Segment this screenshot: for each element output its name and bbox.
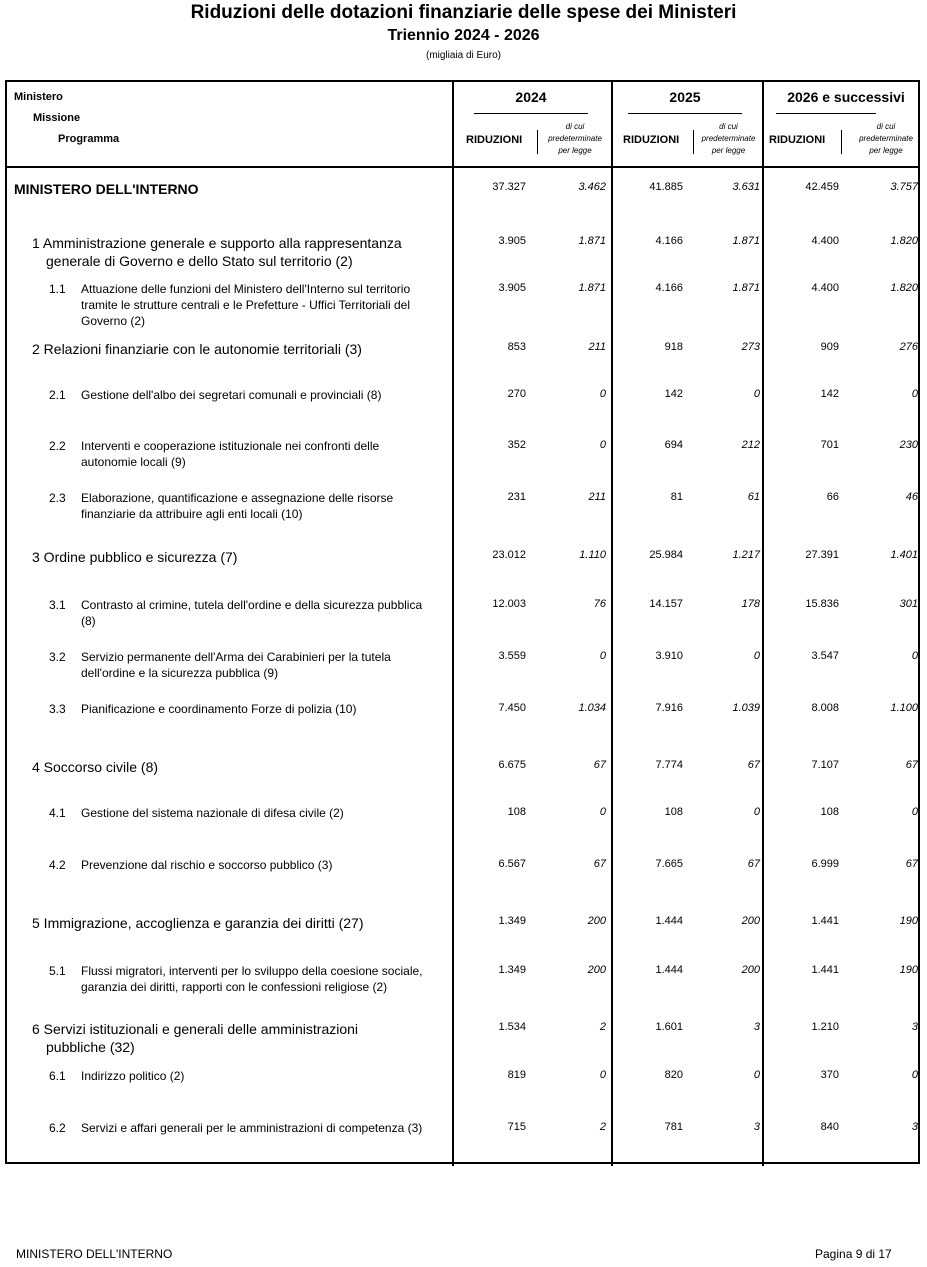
unit-note: (migliaia di Euro) (425, 50, 502, 61)
year-header-2025: 2025 (669, 89, 701, 105)
value-riduzioni: 37.327 (492, 181, 526, 193)
row-label (81, 281, 440, 329)
value-riduzioni: 41.885 (649, 181, 683, 193)
value-predeterminate: 230 (899, 439, 918, 451)
value-riduzioni: 81 (670, 491, 683, 503)
subcolumn-separator (841, 130, 842, 154)
row-label-line: Interventi e cooperazione istituzionale nei confronti delle (81, 439, 380, 453)
value-predeterminate: 190 (899, 915, 918, 927)
riduzioni-header: RIDUZIONI (466, 134, 523, 146)
header-ministero: Ministero (14, 91, 63, 103)
value-riduzioni: 4.166 (655, 282, 683, 294)
value-predeterminate: 190 (899, 964, 918, 976)
value-riduzioni: 108 (820, 806, 839, 818)
value-predeterminate: 0 (753, 650, 760, 662)
row-label-line: 6 Servizi istituzionali e generali delle amministrazioni (32, 1021, 359, 1037)
row-label-line: Prevenzione dal rischio e soccorso pubblico (3) (81, 858, 333, 872)
row-label-line: 5 Immigrazione, accoglienza e garanzia dei diritti (27) (32, 915, 364, 931)
value-predeterminate: 1.401 (890, 549, 918, 561)
value-predeterminate: 0 (753, 1069, 760, 1081)
row-label-line: finanziarie da attribuire agli enti locali (10) (81, 507, 303, 521)
value-predeterminate: 3 (753, 1021, 760, 1033)
riduzioni-header: RIDUZIONI (623, 134, 680, 146)
row-label-line: pubbliche (32) (46, 1039, 135, 1055)
program-number: 3.3 (49, 702, 66, 716)
value-riduzioni: 3.910 (655, 650, 683, 662)
page-subtitle: Triennio 2024 - 2026 (387, 27, 540, 44)
row-label-line: Attuazione delle funzioni del Ministero dell'Interno sul territorio (81, 282, 411, 296)
value-predeterminate: 1.217 (732, 549, 760, 561)
column-divider (611, 80, 613, 1166)
value-riduzioni: 1.349 (498, 964, 526, 976)
value-predeterminate: 178 (741, 598, 760, 610)
subcolumn-separator (693, 130, 694, 154)
column-divider (762, 80, 764, 1166)
value-predeterminate: 200 (741, 915, 760, 927)
value-predeterminate: 67 (747, 759, 760, 771)
row-label-line: Gestione del sistema nazionale di difesa civile (2) (81, 806, 344, 820)
value-predeterminate: 67 (747, 858, 760, 870)
row-label-line: Elaborazione, quantificazione e assegnazione delle risorse (81, 491, 394, 505)
value-riduzioni: 4.400 (811, 235, 839, 247)
value-riduzioni: 27.391 (805, 549, 839, 561)
value-riduzioni: 25.984 (649, 549, 683, 561)
program-number: 6.2 (49, 1121, 66, 1135)
value-riduzioni: 1.210 (811, 1021, 839, 1033)
value-predeterminate: 211 (588, 341, 606, 353)
row-label-line: 2 Relazioni finanziarie con le autonomie territoriali (3) (32, 341, 362, 357)
value-riduzioni: 909 (820, 341, 839, 353)
row-label (81, 805, 440, 821)
row-label-line: 1 Amministrazione generale e supporto alla rappresentanza (32, 235, 402, 251)
row-label-line: MINISTERO DELL'INTERNO (14, 181, 199, 197)
value-riduzioni: 3.905 (498, 235, 526, 247)
value-predeterminate: 200 (741, 964, 760, 976)
dicui-header: di cui predeterminate per legge (859, 122, 913, 155)
value-riduzioni: 142 (664, 388, 683, 400)
value-riduzioni: 1.601 (655, 1021, 683, 1033)
value-riduzioni: 3.905 (498, 282, 526, 294)
value-predeterminate: 1.871 (578, 282, 606, 294)
subcolumn-separator (537, 130, 538, 154)
row-label (81, 701, 440, 717)
value-riduzioni: 108 (507, 806, 526, 818)
value-predeterminate: 1.820 (890, 235, 918, 247)
value-predeterminate: 1.871 (578, 235, 606, 247)
year-rule (776, 113, 876, 114)
value-riduzioni: 12.003 (492, 598, 526, 610)
value-riduzioni: 352 (507, 439, 526, 451)
row-label-line: dell'ordine e la sicurezza pubblica (9) (81, 666, 279, 680)
row-label (81, 490, 440, 522)
year-header-2024: 2024 (515, 89, 547, 105)
header-divider (5, 166, 920, 168)
value-predeterminate: 3 (911, 1121, 918, 1133)
value-predeterminate: 76 (593, 598, 606, 610)
value-predeterminate: 211 (588, 491, 606, 503)
value-riduzioni: 1.441 (811, 964, 839, 976)
value-predeterminate: 0 (599, 439, 606, 451)
value-predeterminate: 200 (587, 915, 606, 927)
row-label-line: garanzia dei diritti, rapporti con le confessioni religiose (2) (81, 980, 388, 994)
row-label-line: Servizio permanente dell'Arma dei Carabinieri per la tutela (81, 650, 391, 664)
value-predeterminate: 1.034 (578, 702, 606, 714)
value-riduzioni: 142 (820, 388, 839, 400)
value-riduzioni: 3.547 (811, 650, 839, 662)
program-number: 3.2 (49, 650, 66, 664)
program-number: 2.1 (49, 388, 66, 402)
value-predeterminate: 200 (587, 964, 606, 976)
row-label-line: autonomie locali (9) (81, 455, 186, 469)
value-riduzioni: 853 (507, 341, 526, 353)
column-divider (452, 80, 454, 1166)
value-predeterminate: 67 (905, 858, 918, 870)
value-predeterminate: 3.757 (890, 181, 918, 193)
row-label-line: Flussi migratori, interventi per lo sviluppo della coesione sociale, (81, 964, 423, 978)
value-riduzioni: 819 (507, 1069, 526, 1081)
value-predeterminate: 61 (747, 491, 760, 503)
row-label-line: 3 Ordine pubblico e sicurezza (7) (32, 549, 238, 565)
value-predeterminate: 2 (599, 1021, 606, 1033)
dicui-header: di cui predeterminate per legge (701, 122, 756, 155)
riduzioni-header: RIDUZIONI (769, 134, 826, 146)
value-predeterminate: 0 (599, 1069, 606, 1081)
value-riduzioni: 7.916 (655, 702, 683, 714)
row-label-line: Contrasto al crimine, tutela dell'ordine e della sicurezza pubblica (81, 598, 423, 612)
value-predeterminate: 1.039 (732, 702, 760, 714)
footer-ministry: MINISTERO DELL'INTERNO (16, 1247, 173, 1261)
program-number: 2.2 (49, 439, 66, 453)
value-predeterminate: 0 (599, 388, 606, 400)
row-label (81, 857, 440, 873)
value-predeterminate: 2 (599, 1121, 606, 1133)
program-number: 5.1 (49, 964, 66, 978)
year-rule (474, 113, 588, 114)
page-title: Riduzioni delle dotazioni finanziarie delle spese dei Ministeri (190, 2, 737, 23)
value-predeterminate: 46 (905, 491, 918, 503)
row-label-line: Indirizzo politico (2) (81, 1069, 185, 1083)
row-label-line: generale di Governo e dello Stato sul territorio (2) (46, 253, 353, 269)
value-riduzioni: 6.675 (498, 759, 526, 771)
value-predeterminate: 67 (593, 858, 606, 870)
row-label (32, 234, 440, 270)
program-number: 3.1 (49, 598, 66, 612)
row-label (81, 438, 440, 470)
row-label (81, 963, 440, 995)
value-riduzioni: 4.400 (811, 282, 839, 294)
value-predeterminate: 67 (593, 759, 606, 771)
value-predeterminate: 0 (753, 806, 760, 818)
value-riduzioni: 6.999 (811, 858, 839, 870)
row-label (32, 1020, 440, 1056)
value-riduzioni: 23.012 (492, 549, 526, 561)
value-riduzioni: 918 (664, 341, 683, 353)
value-predeterminate: 1.100 (890, 702, 918, 714)
value-predeterminate: 3.631 (732, 181, 760, 193)
value-riduzioni: 7.450 (498, 702, 526, 714)
row-label (81, 649, 440, 681)
row-label (32, 758, 440, 776)
value-riduzioni: 840 (820, 1121, 839, 1133)
row-label (32, 914, 440, 932)
value-riduzioni: 370 (820, 1069, 839, 1081)
value-predeterminate: 0 (911, 388, 918, 400)
value-riduzioni: 108 (664, 806, 683, 818)
program-number: 6.1 (49, 1069, 66, 1083)
value-predeterminate: 3.462 (578, 181, 606, 193)
row-label-line: Servizi e affari generali per le amministrazioni di competenza (3) (81, 1121, 423, 1135)
row-label (32, 548, 440, 566)
value-riduzioni: 3.559 (498, 650, 526, 662)
value-riduzioni: 42.459 (805, 181, 839, 193)
program-number: 4.2 (49, 858, 66, 872)
value-riduzioni: 66 (826, 491, 839, 503)
value-riduzioni: 781 (664, 1121, 683, 1133)
value-predeterminate: 273 (741, 341, 760, 353)
value-riduzioni: 4.166 (655, 235, 683, 247)
row-label (32, 340, 440, 358)
value-predeterminate: 0 (911, 806, 918, 818)
value-riduzioni: 14.157 (649, 598, 683, 610)
value-predeterminate: 0 (911, 1069, 918, 1081)
value-riduzioni: 8.008 (811, 702, 839, 714)
value-predeterminate: 1.110 (579, 549, 606, 561)
row-label (81, 597, 440, 629)
value-riduzioni: 715 (507, 1121, 526, 1133)
value-riduzioni: 820 (664, 1069, 683, 1081)
value-predeterminate: 1.871 (732, 282, 760, 294)
row-label-line: Governo (2) (81, 314, 146, 328)
value-riduzioni: 15.836 (805, 598, 839, 610)
value-riduzioni: 270 (507, 388, 526, 400)
row-label-line: Gestione dell'albo dei segretari comunali e provinciali (8) (81, 388, 382, 402)
value-predeterminate: 301 (899, 598, 918, 610)
row-label-line: Pianificazione e coordinamento Forze di polizia (10) (81, 702, 357, 716)
row-label (81, 1068, 440, 1084)
year-header-2026: 2026 e successivi (787, 89, 905, 105)
row-label (81, 1120, 440, 1136)
value-predeterminate: 67 (905, 759, 918, 771)
value-predeterminate: 0 (599, 650, 606, 662)
value-riduzioni: 7.774 (655, 759, 683, 771)
value-predeterminate: 3 (753, 1121, 760, 1133)
footer-page-number: Pagina 9 di 17 (815, 1247, 892, 1261)
value-riduzioni: 1.444 (655, 915, 683, 927)
value-predeterminate: 0 (753, 388, 760, 400)
value-riduzioni: 6.567 (498, 858, 526, 870)
dicui-header: di cui predeterminate per legge (548, 122, 602, 155)
value-riduzioni: 701 (820, 439, 839, 451)
value-riduzioni: 1.444 (655, 964, 683, 976)
value-riduzioni: 1.534 (498, 1021, 526, 1033)
value-predeterminate: 0 (911, 650, 918, 662)
value-riduzioni: 1.349 (498, 915, 526, 927)
header-missione: Missione (33, 112, 81, 124)
program-number: 2.3 (49, 491, 66, 505)
row-label-line: 4 Soccorso civile (8) (32, 759, 159, 775)
row-label-line: (8) (81, 614, 96, 628)
value-predeterminate: 212 (741, 439, 760, 451)
value-predeterminate: 3 (911, 1021, 918, 1033)
program-number: 1.1 (49, 282, 66, 296)
value-riduzioni: 694 (664, 439, 683, 451)
row-label-line: tramite le strutture centrali e le Prefetture - Uffici Territoriali del (81, 298, 411, 312)
row-label (81, 387, 440, 403)
value-predeterminate: 0 (599, 806, 606, 818)
value-riduzioni: 1.441 (811, 915, 839, 927)
value-predeterminate: 276 (899, 341, 918, 353)
value-riduzioni: 7.107 (811, 759, 839, 771)
value-riduzioni: 231 (507, 491, 526, 503)
row-label (14, 180, 440, 198)
value-riduzioni: 7.665 (655, 858, 683, 870)
header-programma: Programma (58, 133, 120, 145)
program-number: 4.1 (49, 806, 66, 820)
value-predeterminate: 1.820 (890, 282, 918, 294)
value-predeterminate: 1.871 (732, 235, 760, 247)
year-rule (628, 113, 742, 114)
